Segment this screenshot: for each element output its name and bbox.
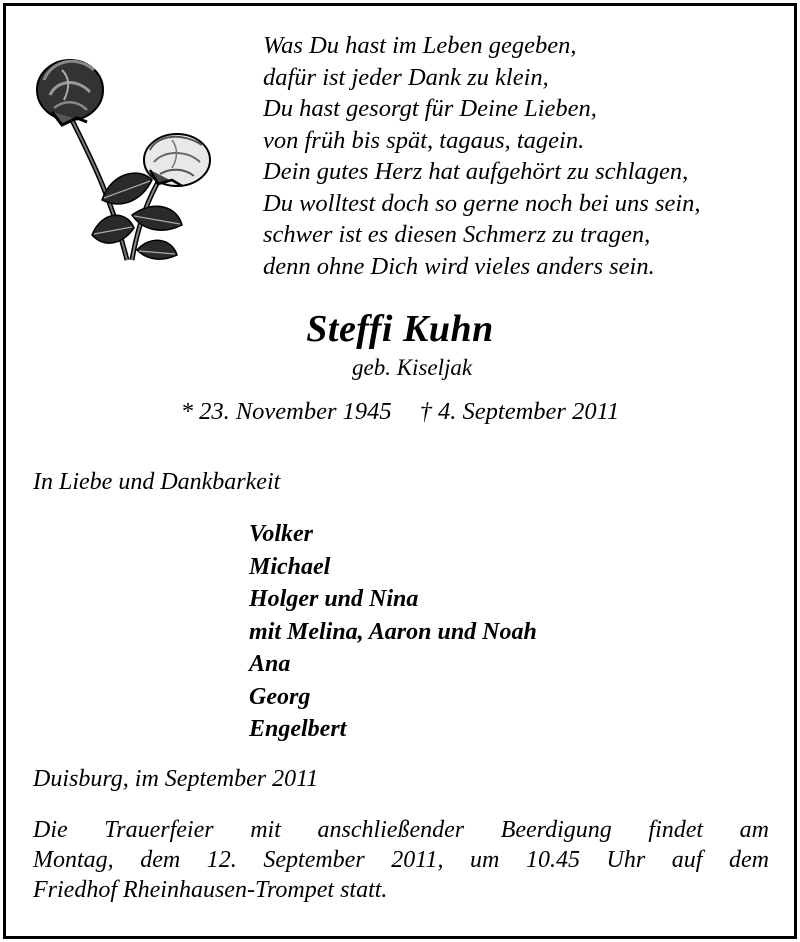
deceased-name: Steffi Kuhn (306, 308, 494, 350)
service-notice-line: Montag, dem 12. September 2011, um 10.45 Uhr auf dem (33, 847, 769, 873)
service-notice-line: Die Trauerfeier mit anschließender Beerdigung findet am (33, 817, 769, 843)
poem-line: Du wolltest doch so gerne noch bei uns sein, (263, 189, 701, 217)
poem-line: schwer ist es diesen Schmerz zu tragen, (263, 221, 651, 248)
place-and-date: Duisburg, im September 2011 (33, 766, 319, 792)
death-date: † 4. September 2011 (419, 398, 620, 425)
mourner-name: Volker (249, 521, 314, 547)
service-notice (33, 815, 769, 905)
mourner-name: Engelbert (249, 716, 347, 742)
rose-icon (32, 50, 222, 265)
poem-line: von früh bis spät, tagaus, tagein. (263, 126, 585, 154)
maiden-name: geb. Kiseljak (352, 355, 473, 380)
poem-line: denn ohne Dich wird vieles anders sein. (263, 252, 655, 280)
poem-line: dafür ist jeder Dank zu klein, (263, 63, 549, 91)
mourners-list (249, 518, 537, 746)
mourner-name: Georg (249, 683, 311, 710)
mourner-name: Holger und Nina (249, 586, 419, 612)
mourner-name: Ana (249, 651, 291, 677)
poem (263, 30, 783, 282)
dedication: In Liebe und Dankbarkeit (33, 469, 281, 495)
mourner-name: Michael (249, 553, 331, 580)
poem-line: Du hast gesorgt für Deine Lieben, (263, 95, 597, 122)
service-notice-line: Friedhof Rheinhausen-Trompet statt. (33, 877, 388, 903)
life-dates (0, 398, 800, 426)
birth-date: * 23. November 1945 (180, 398, 392, 425)
poem-line: Was Du hast im Leben gegeben, (263, 32, 577, 59)
mourner-name: mit Melina, Aaron und Noah (249, 618, 537, 645)
poem-line: Dein gutes Herz hat aufgehört zu schlagen, (263, 158, 689, 185)
